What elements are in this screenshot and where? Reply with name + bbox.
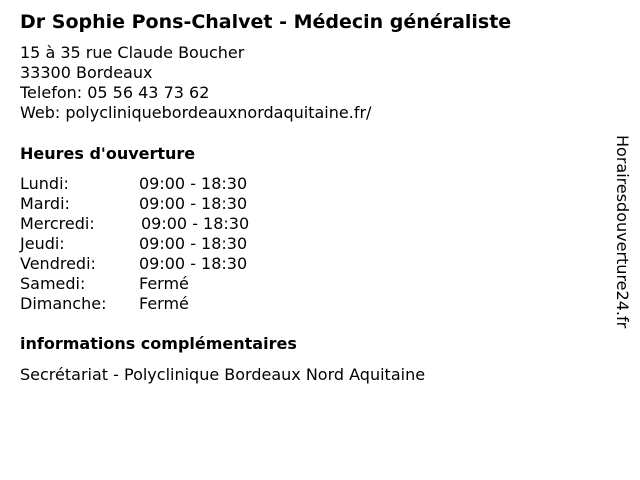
- day-label: Samedi:: [20, 274, 86, 293]
- day-label: Mardi:: [20, 194, 70, 213]
- opening-hours-heading: Heures d'ouverture: [20, 144, 196, 163]
- site-watermark: Horairesdouverture24.fr: [613, 135, 632, 329]
- phone-number: Telefon: 05 56 43 73 62: [20, 83, 210, 102]
- address-block: [20, 43, 371, 123]
- time-value: 09:00 - 18:30: [139, 234, 248, 253]
- day-label: Jeudi:: [20, 234, 65, 253]
- additional-info-text: Secrétariat - Polyclinique Bordeaux Nord Aquitaine: [20, 365, 426, 384]
- time-value: 09:00 - 18:30: [139, 174, 248, 193]
- time-value: Fermé: [139, 294, 189, 313]
- time-value: 09:00 - 18:30: [139, 254, 248, 273]
- time-value: 09:00 - 18:30: [141, 214, 250, 233]
- time-value: 09:00 - 18:30: [139, 194, 248, 213]
- day-label: Lundi:: [20, 174, 69, 193]
- day-label: Mercredi:: [20, 214, 95, 233]
- additional-info-heading: informations complémentaires: [20, 334, 297, 353]
- time-value: Fermé: [139, 274, 189, 293]
- website: Web: polycliniquebordeauxnordaquitaine.fr/: [20, 103, 372, 122]
- day-label: Vendredi:: [20, 254, 96, 273]
- street-address: 15 à 35 rue Claude Boucher: [20, 43, 245, 62]
- page-title: Dr Sophie Pons-Chalvet - Médecin généraliste: [20, 11, 512, 33]
- city-postal: 33300 Bordeaux: [20, 63, 153, 82]
- day-label: Dimanche:: [20, 294, 107, 313]
